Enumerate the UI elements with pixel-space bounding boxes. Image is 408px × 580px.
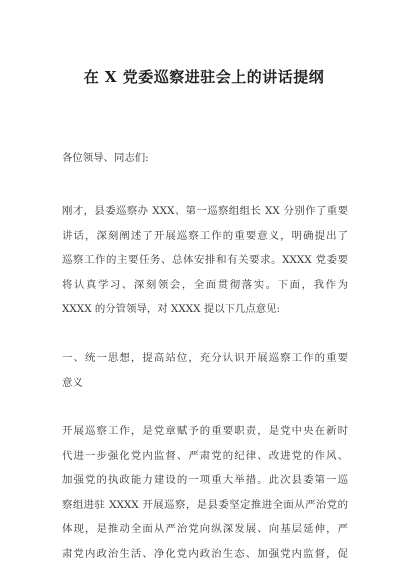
- paragraph-line: 加强党的执政能力建设的一项重大举措。此次县委第一巡: [62, 474, 348, 486]
- paragraph-2: [62, 419, 348, 566]
- paragraph-line: 肃党内政治生活、净化党内政治生态、加强党内监督，促: [62, 547, 348, 560]
- paragraph-line: 刚才，县委巡察办 XXX、第一巡察组组长 XX 分别作了重要: [62, 205, 348, 217]
- heading-line: 一、统一思想，提高站位，充分认识开展巡察工作的重要: [62, 352, 348, 364]
- paragraph-line: 代进一步强化党内监督、严肃党的纪律、改进党的作风、: [62, 449, 348, 462]
- salutation: [62, 146, 348, 171]
- document-title: 在 X 党委巡察进驻会上的讲话提纲: [83, 68, 325, 86]
- heading-line: 意义: [62, 376, 83, 389]
- paragraph-line: 开展巡察工作，是党章赋予的重要职责，是党中央在新时: [62, 425, 348, 437]
- salutation-line: 各位领导、同志们:: [62, 152, 149, 164]
- section-heading-1: [62, 346, 348, 395]
- paragraph-line: 体现，是推动全面从严治党向纵深发展、向基层延伸，严: [62, 523, 348, 535]
- paragraph-line: 将认真学习、深刻领会，全面贯彻落实。下面，我作为: [62, 278, 348, 291]
- paragraph-line: 察组进驻 XXXX 开展巡察，是县委坚定推进全面从严治党的: [62, 498, 348, 511]
- paragraph-line: 讲话，深刻阐述了开展巡察工作的重要意义，明确提出了: [62, 229, 348, 242]
- paragraph-line: 巡察工作的主要任务、总体安排和有关要求。XXXX 党委要: [62, 254, 348, 266]
- paragraph-1: [62, 199, 348, 322]
- paragraph-line: XXXX 的分管领导，对 XXXX 提以下几点意见:: [62, 303, 281, 315]
